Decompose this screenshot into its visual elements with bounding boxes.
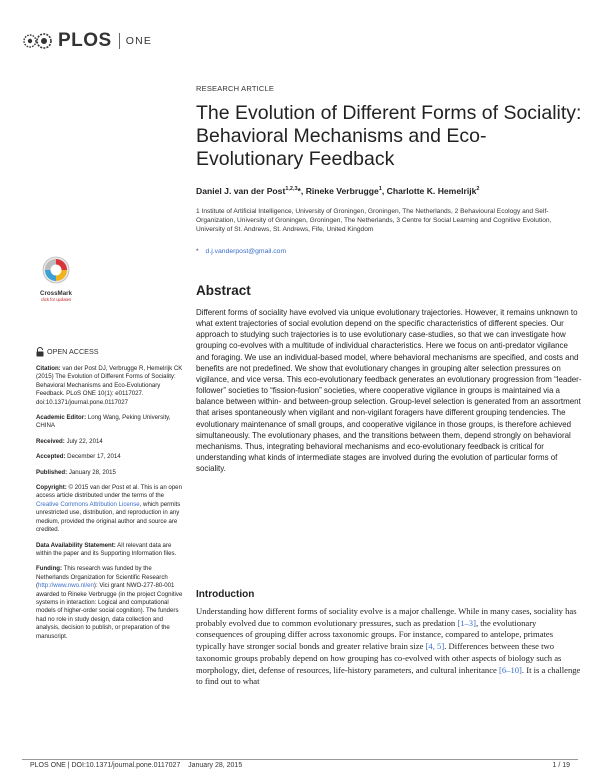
accepted-date — [36, 453, 184, 461]
affiliations: 1 Institute of Artificial Intelligence, University of Groningen, Groningen, The Netherlands, 2 Behavioural Ecology and Self-Organization, University of Groningen, Groningen, The Netherlands, 3 Centre for Social Learning and Cognitive Evolution, University of St. Andrews, St. Andrews, Fife, United Kingdom — [196, 208, 552, 233]
plos-one-logo — [22, 30, 152, 52]
footer-doi: PLOS ONE | DOI:10.1371/journal.pone.0117027 January 28, 2015 — [30, 762, 243, 769]
reference-link[interactable]: [1–3] — [457, 617, 476, 628]
author-affiliation-sup: 2 — [476, 186, 480, 193]
funding — [36, 565, 184, 641]
author-affiliation-sup: 1 — [378, 186, 382, 193]
reference-link[interactable]: [6–10] — [498, 664, 522, 675]
published-label: Published: — [36, 468, 68, 476]
crossmark-icon — [42, 256, 70, 284]
article-title: The Evolution of Different Forms of Sociality: Behavioral Mechanisms and Eco-Evolutionary Feedback — [196, 102, 582, 170]
logo-plos-text: PLOS — [58, 30, 112, 51]
citation — [36, 365, 184, 407]
funding-link[interactable]: http://www.nwo.nl/en — [38, 582, 94, 590]
author-name[interactable]: Charlotte K. Hemelrijk — [386, 186, 477, 196]
article-type: RESEARCH ARTICLE — [196, 84, 275, 93]
citation-text: van der Post DJ, Verbrugge R, Hemelrijk CK (2015) The Evolution of Different Forms of Sociality: Behavioral Mechanisms and Eco-Evolutionary Feedback. PLoS ONE 10(1): e0117027. doi:10.1371/journal.pone.0117027 — [36, 365, 183, 406]
logo-one-text: ONE — [125, 35, 153, 47]
author-affiliation-sup: 1,2,3 — [285, 186, 298, 193]
license-link[interactable]: Creative Commons Attribution License — [36, 500, 140, 508]
open-lock-icon — [36, 347, 44, 357]
copyright-text: © 2015 van der Post et al. This is an open access article distributed under the terms of the — [36, 484, 182, 500]
intro-text: . It is a challenge to find out to what — [196, 664, 581, 687]
academic-editor — [36, 414, 184, 431]
abstract-heading: Abstract — [196, 283, 251, 298]
funding-text: ): Vici grant NWO-277-80-001 awarded to Rineke Verbrugge (in the project Cognitive systems in interaction: Logical and computational models of higher-order social cognition). The funders had no role in study design, data collection and analysis, decision to publish, or preparation of the manuscript. — [36, 582, 183, 640]
article-metadata — [36, 347, 184, 648]
copyright-label: Copyright: — [36, 484, 67, 492]
intro-text: Understanding how different forms of sociality evolve is a major challenge. While in many cases, sociality has probably evolved due to common evolutionary pressures, such as predation — [196, 606, 577, 628]
open-access-label: OPEN ACCESS — [47, 346, 99, 356]
reference-link[interactable]: [4, 5] — [425, 641, 445, 652]
funding-label: Funding: — [36, 565, 63, 573]
email-star: * — [196, 248, 199, 255]
received-date — [36, 438, 184, 446]
editor-text: Long Wang, Peking University, CHINA — [36, 414, 171, 430]
corresponding-email — [196, 248, 286, 255]
accepted-label: Accepted: — [36, 453, 66, 461]
page-number: 1 / 19 — [552, 762, 570, 769]
footer-divider — [22, 759, 578, 760]
corresponding-mark: * — [297, 186, 301, 196]
crossmark-badge[interactable] — [36, 256, 76, 302]
citation-label: Citation: — [36, 365, 61, 372]
plos-logo-icon — [22, 31, 56, 51]
introduction-text — [196, 606, 584, 688]
copyright-text: , which permits unrestricted use, distribution, and reproduction in any medium, provided the original author and source are credited. — [36, 500, 181, 534]
funding-text: This research was funded by the Netherlands Organization for Scientific Research ( — [36, 565, 168, 590]
abstract-text: Different forms of sociality have evolved via unique evolutionary trajectories. However, it remains unknown to what extent trajectories of social evolution depend on the specific characteristics of different species. Our approach to studying such trajectories is to use evolutionary case-studies, so that we can investigate how grouping co-evolves with a multitude of individual characteristics. Here we focus on anti-predator vigilance and foraging. We use an individual-based model, where behavioral mechanisms are specified, and costs and benefits are not predefined. We show that evolutionary changes in grouping alter selection pressures on vigilance, and vice versa. This eco-evolutionary feedback generates an evolutionary progression from “leader-follower” societies to “fission-fusion” societies, where cooperative vigilance in groups is maintained via a balance between within- and between-group selection. Group-level selection is generated from an assortment that arises spontaneously when vigilant and non-vigilant foragers have different grouping tendencies. The evolutionary maintenance of small groups, and cooperative vigilance in those groups, is therefore achieved simultaneously. The evolutionary phases, and the transitions between them, depend strongly on behavioral mechanisms. Thus, integrating behavioral mechanisms and eco-evolutionary feedback is critical for understanding what kinds of intermediate stages are involved during the evolution of particular forms of sociality. — [196, 308, 582, 474]
author-name[interactable]: Daniel J. van der Post — [196, 186, 286, 196]
crossmark-label: CrossMark — [40, 290, 72, 297]
accepted-text: December 17, 2014 — [65, 453, 121, 461]
intro-text: , the evolutionary consequences of grouping differ across taxonomic groups. For instance, compared to antelope, primates typically have stronger social bonds and greater relative brain size — [196, 617, 554, 652]
published-date — [36, 469, 184, 477]
email-link[interactable]: d.j.vanderpost@gmail.com — [205, 248, 287, 255]
data-label: Data Availability Statement: — [36, 541, 116, 549]
published-text: January 28, 2015 — [67, 468, 116, 476]
open-access-badge — [36, 347, 184, 357]
intro-text: . Differences between these two taxonomic groups probably depend on how grouping has co-evolved with other aspects of biology such as morphology, diet, defense of resources, life-history parameters, and cultural inheritance — [196, 641, 562, 675]
author-name[interactable]: Rineke Verbrugge — [305, 186, 379, 196]
introduction-heading: Introduction — [196, 589, 255, 600]
author-list: Daniel J. van der Post$^{1,2,3}$*, Rineke Verbrugge$^1$, Charlotte K. Hemelrijk$^2$ — [196, 186, 480, 196]
editor-label: Academic Editor: — [36, 414, 87, 422]
received-label: Received: — [36, 437, 65, 445]
received-text: July 22, 2014 — [64, 437, 103, 445]
crossmark-sub: click for updates — [40, 297, 72, 302]
logo-separator — [119, 33, 120, 49]
data-text: All relevant data are within the paper and its Supporting Information files. — [36, 541, 177, 557]
data-availability — [36, 542, 184, 559]
copyright — [36, 484, 184, 534]
